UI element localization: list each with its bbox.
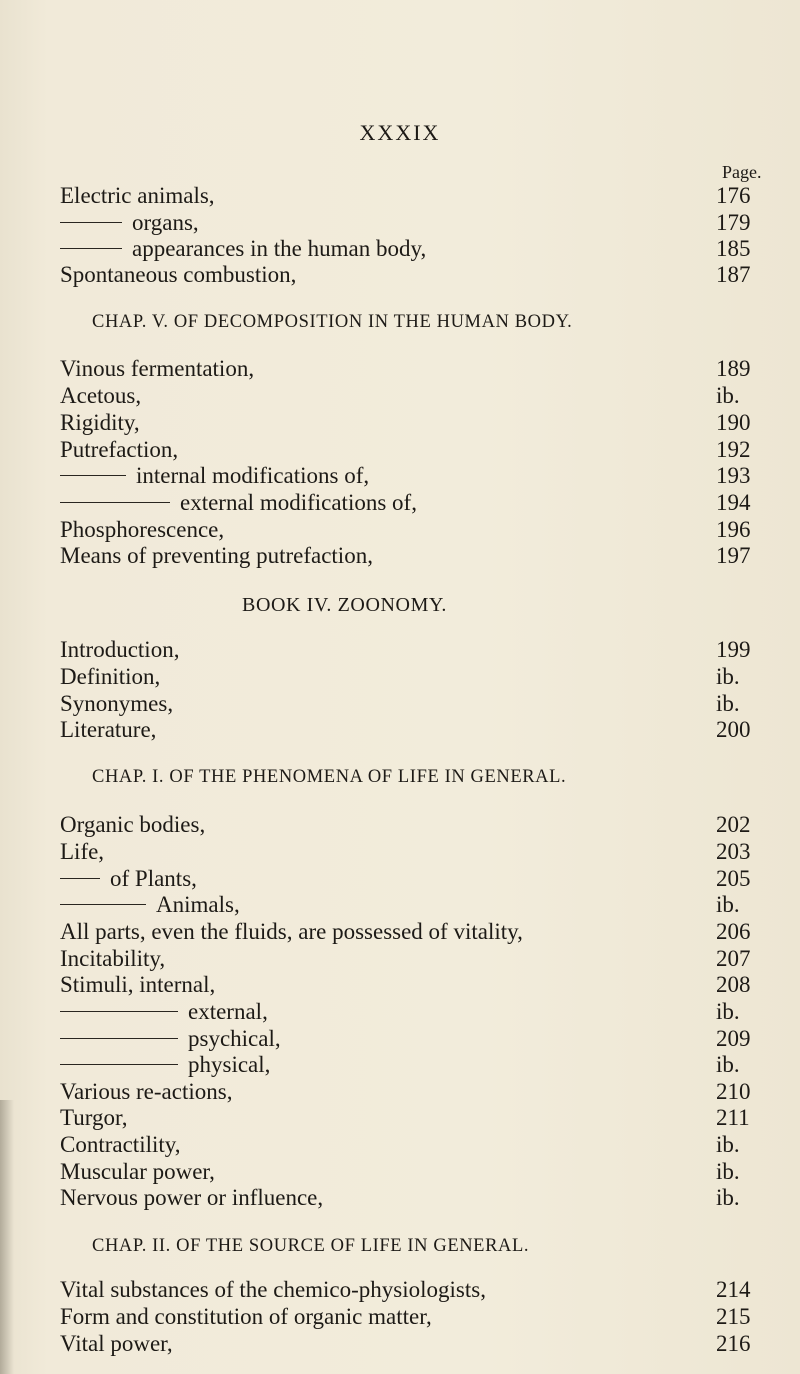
entry-text: Introduction, bbox=[60, 637, 180, 662]
entry-text: Nervous power or influence, bbox=[60, 1185, 324, 1210]
toc-entry bbox=[0, 1132, 800, 1162]
entry-page: 194 bbox=[716, 490, 751, 515]
toc-entry bbox=[0, 1052, 800, 1082]
entry-page: 193 bbox=[716, 463, 751, 488]
toc-entry bbox=[0, 919, 800, 949]
entry-page: 199 bbox=[716, 637, 751, 662]
toc-entry bbox=[0, 999, 800, 1029]
entry-text: external modifications of, bbox=[180, 490, 417, 515]
toc-entry bbox=[0, 356, 800, 386]
entry-text: Various re-actions, bbox=[60, 1079, 233, 1104]
entry-page: 205 bbox=[716, 866, 751, 891]
entry-page: ib. bbox=[716, 1159, 740, 1184]
toc-entry bbox=[0, 383, 800, 413]
toc-entry bbox=[0, 183, 800, 213]
ditto-dash bbox=[60, 222, 122, 223]
entry-page: 216 bbox=[716, 1331, 751, 1356]
ditto-dash bbox=[60, 904, 146, 905]
entry-page: 209 bbox=[716, 1026, 751, 1051]
entry-text: Vinous fermentation, bbox=[60, 356, 255, 381]
entry-page: 187 bbox=[716, 262, 751, 287]
entry-text: appearances in the human body, bbox=[132, 236, 427, 261]
toc-entry bbox=[0, 262, 800, 292]
entry-page: 203 bbox=[716, 839, 751, 864]
entry-page: ib. bbox=[716, 1132, 740, 1157]
toc-entry bbox=[0, 1277, 800, 1307]
ditto-dash bbox=[60, 475, 126, 476]
entry-text: Spontaneous combustion, bbox=[60, 262, 297, 287]
entry-text: organs, bbox=[132, 210, 199, 235]
entry-page: 196 bbox=[716, 517, 751, 542]
entry-page: 210 bbox=[716, 1079, 751, 1104]
entry-text: Contractility, bbox=[60, 1132, 181, 1157]
entry-text: Rigidity, bbox=[60, 410, 140, 435]
entry-page: 176 bbox=[716, 183, 751, 208]
entry-page: ib. bbox=[716, 999, 740, 1024]
toc-entry bbox=[0, 1331, 800, 1361]
entry-page: 214 bbox=[716, 1277, 751, 1302]
toc-entry bbox=[0, 410, 800, 440]
toc-entry bbox=[0, 839, 800, 869]
entry-page: 202 bbox=[716, 812, 751, 837]
ditto-dash bbox=[60, 1038, 178, 1039]
entry-text: Definition, bbox=[60, 664, 161, 689]
entry-text: Organic bodies, bbox=[60, 812, 206, 837]
entry-page: ib. bbox=[716, 1052, 740, 1077]
page-folio: XXXIX bbox=[359, 120, 441, 145]
toc-entry bbox=[0, 1185, 800, 1215]
entry-page: 215 bbox=[716, 1304, 751, 1329]
entry-text: Life, bbox=[60, 839, 105, 864]
entry-page: 208 bbox=[716, 972, 751, 997]
entry-page: 189 bbox=[716, 356, 751, 381]
entry-text: Literature, bbox=[60, 717, 157, 742]
toc-entry bbox=[0, 490, 800, 520]
entry-page: 179 bbox=[716, 210, 751, 235]
entry-text: Incitability, bbox=[60, 946, 166, 971]
ditto-dash bbox=[60, 1064, 178, 1065]
entry-text: Form and constitution of organic matter, bbox=[60, 1304, 432, 1329]
toc-entry bbox=[0, 463, 800, 493]
entry-text: Turgor, bbox=[60, 1105, 128, 1130]
toc-entry bbox=[0, 1105, 800, 1135]
toc-entry bbox=[0, 717, 800, 747]
entry-page: 190 bbox=[716, 410, 751, 435]
entry-text: psychical, bbox=[188, 1026, 281, 1051]
entry-text: physical, bbox=[188, 1052, 271, 1077]
entry-text: Muscular power, bbox=[60, 1159, 215, 1184]
entry-text: Means of preventing putrefaction, bbox=[60, 543, 373, 568]
entry-text: external, bbox=[188, 999, 268, 1024]
toc-entry bbox=[0, 972, 800, 1002]
ditto-dash bbox=[60, 1011, 178, 1012]
entry-page: 207 bbox=[716, 946, 751, 971]
page-edge-shadow bbox=[0, 1100, 14, 1374]
entry-text: Animals, bbox=[156, 892, 240, 917]
entry-text: Putrefaction, bbox=[60, 437, 179, 462]
toc-entry bbox=[0, 892, 800, 922]
entry-page: 192 bbox=[716, 437, 751, 462]
entry-page: ib. bbox=[716, 892, 740, 917]
entry-text: Electric animals, bbox=[60, 183, 215, 208]
book-page: XXXIX Page. Electric animals, 176 organs, 179 appearances in the human body, 185 Spontaneous combustion, 187 CHAP. V. OF DECOMPOSITION IN THE HUMAN BODY. Vinous fermentation, 189 Acetous, ib. Rigidity, 190 Putrefaction, 192 internal modifications of, 193 external modifications of, 194 Phosphorescence, 196 Means of preventing putrefaction, 197 BOOK IV. ZOONOMY. Introduction, 199 Definition, ib. Synonymes, ib. Literature, 200 CHAP. I. OF THE PHENOMENA OF LIFE IN GENERAL. Organic bodies, 202 Life, 203 of Plants, 205 Animals, ib. All parts, even the fluids, are possessed of vitality, 206 Incitability, 207 Stimuli, internal, 208 external, ib. psychical, 209 physical, ib. Various re-actions, 210 Turgor, 211 Contractility, ib. Muscular power, ib. Nervous power or influence, ib. CHAP. II. OF THE SOURCE OF LIFE IN GENERAL. Vital substances of the chemico-physiologists, 214 Form and constitution of organic matter, 215 Vital power, 216 bbox=[0, 0, 800, 1374]
entry-page: ib. bbox=[716, 383, 740, 408]
entry-page: ib. bbox=[716, 1185, 740, 1210]
entry-text: internal modifications of, bbox=[136, 463, 370, 488]
ditto-dash bbox=[60, 878, 100, 879]
ditto-dash bbox=[60, 248, 122, 249]
entry-page: 211 bbox=[716, 1105, 750, 1130]
entry-page: 197 bbox=[716, 543, 751, 568]
entry-text: Stimuli, internal, bbox=[60, 972, 216, 997]
toc-entry bbox=[0, 1304, 800, 1334]
entry-page: 185 bbox=[716, 236, 751, 261]
entry-text: Synonymes, bbox=[60, 691, 174, 716]
toc-entry bbox=[0, 637, 800, 667]
page-column-label: Page. bbox=[722, 162, 762, 182]
entry-text: Vital substances of the chemico-physiologists, bbox=[60, 1277, 486, 1302]
entry-page: ib. bbox=[716, 664, 740, 689]
entry-page: ib. bbox=[716, 691, 740, 716]
entry-page: 200 bbox=[716, 717, 751, 742]
entry-text: of Plants, bbox=[110, 866, 197, 891]
ditto-dash bbox=[60, 502, 170, 503]
toc-entry bbox=[0, 543, 800, 573]
entry-text: All parts, even the fluids, are possessed of vitality, bbox=[60, 919, 523, 944]
toc-entry bbox=[0, 664, 800, 694]
entry-text: Acetous, bbox=[60, 383, 142, 408]
entry-page: 206 bbox=[716, 919, 751, 944]
toc-entry bbox=[0, 812, 800, 842]
entry-text: Vital power, bbox=[60, 1331, 173, 1356]
entry-text: Phosphorescence, bbox=[60, 517, 225, 542]
